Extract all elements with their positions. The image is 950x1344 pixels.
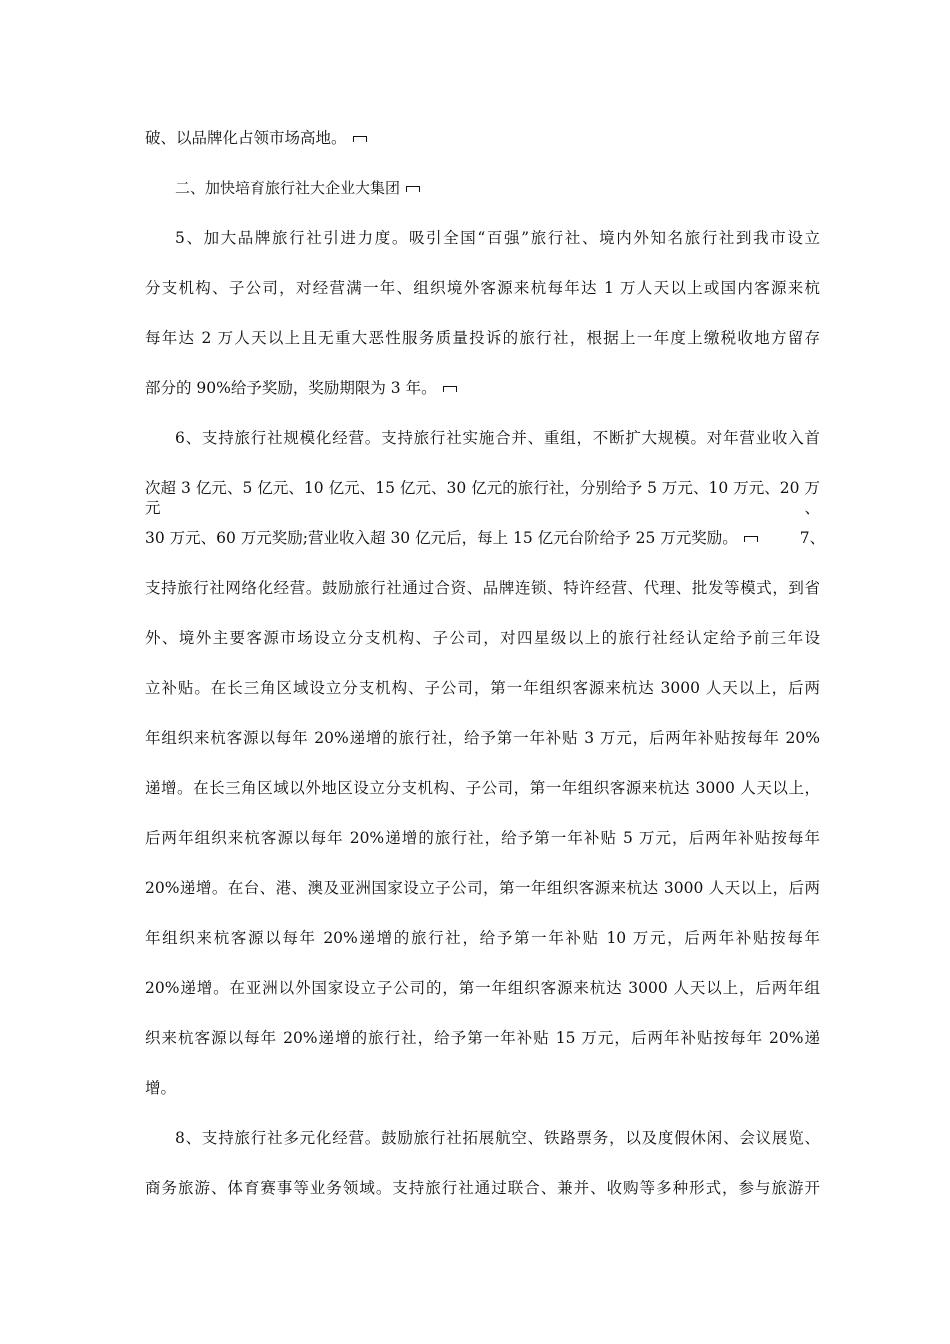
paragraph-mark-icon	[406, 186, 420, 192]
paragraph-mark-icon	[443, 386, 457, 392]
text-line: 织来杭客源以每年 20%递增的旅行社，给予第一年补贴 15 万元，后两年补贴按每年 20%递	[145, 1029, 820, 1047]
paragraph-mark-icon	[353, 136, 367, 142]
paragraph-mark-icon	[744, 536, 758, 542]
text-line: 支持旅行社网络化经营。鼓励旅行社通过合资、品牌连锁、特许经营、代理、批发等模式，到省	[145, 579, 820, 597]
text-line: 每年达 2 万人天以上且无重大恶性服务质量投诉的旅行社，根据上一年度上缴税收地方留存	[145, 329, 820, 347]
text-line: 年组织来杭客源以每年 20%递增的旅行社，给予第一年补贴 10 万元，后两年补贴按每年	[145, 929, 820, 947]
text-line: 立补贴。在长三角区域设立分支机构、子公司，第一年组织客源来杭达 3000 人天以上，后两	[145, 679, 820, 697]
text-line: 年组织来杭客源以每年 20%递增的旅行社，给予第一年补贴 3 万元，后两年补贴按每年 20%	[145, 729, 820, 747]
text-line: 外、境外主要客源市场设立分支机构、子公司，对四星级以上的旅行社经认定给予前三年设	[145, 629, 820, 647]
text-line: 次超 3 亿元、5 亿元、10 亿元、15 亿元、30 亿元的旅行社，分别给予 5 万元、10 万元、20 万元、	[145, 479, 820, 517]
text-line: 6、支持旅行社规模化经营。支持旅行社实施合并、重组，不断扩大规模。对年营业收入首	[175, 429, 820, 447]
text-line: 分支机构、子公司，对经营满一年、组织境外客源来杭每年达 1 万人天以上或国内客源来杭	[145, 279, 820, 297]
text-line: 5、加大品牌旅行社引进力度。吸引全国“百强”旅行社、境内外知名旅行社到我市设立	[175, 229, 820, 247]
text-line: 增。	[145, 1079, 177, 1097]
section-heading: 二、加快培育旅行社大企业大集团	[175, 178, 820, 198]
text-line: 部分的 90%给予奖励，奖励期限为 3 年。	[145, 378, 820, 398]
text-line: 30 万元、60 万元奖励;营业收入超 30 亿元后，每上 15 亿元台阶给予 25 万元奖励。 7、	[145, 529, 826, 547]
text-line: 8、支持旅行社多元化经营。鼓励旅行社拓展航空、铁路票务，以及度假休闲、会议展览、	[175, 1129, 820, 1147]
text-line: 商务旅游、体育赛事等业务领域。支持旅行社通过联合、兼并、收购等多种形式，参与旅游开	[145, 1179, 820, 1197]
text-line: 20%递增。在亚洲以外国家设立子公司的，第一年组织客源来杭达 3000 人天以上，后两年组	[145, 979, 820, 997]
text-line: 递增。在长三角区域以外地区设立分支机构、子公司，第一年组织客源来杭达 3000 人天以上，	[145, 779, 820, 797]
text-line: 破、以品牌化占领市场高地。	[145, 128, 820, 148]
text-line: 后两年组织来杭客源以每年 20%递增的旅行社，给予第一年补贴 5 万元，后两年补贴按每年	[145, 829, 820, 847]
text-line: 20%递增。在台、港、澳及亚洲国家设立子公司，第一年组织客源来杭达 3000 人天以上，后两	[145, 879, 820, 897]
